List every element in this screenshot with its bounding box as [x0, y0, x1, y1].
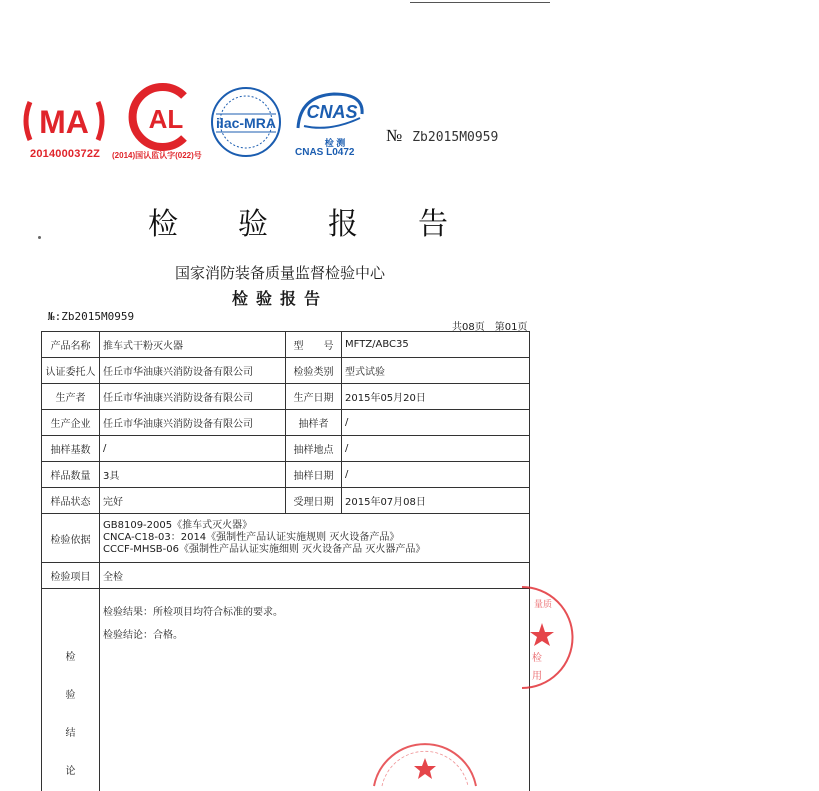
- sampling-date-label: 抽样日期: [286, 462, 342, 488]
- items-label: 检验项目: [42, 563, 100, 589]
- sample-state-value: 完好: [100, 488, 286, 514]
- cnas-text: CNAS: [306, 102, 357, 122]
- cnas-code: CNAS L0472: [295, 147, 354, 158]
- table-row: [42, 384, 530, 410]
- conclusion-label: [42, 589, 100, 791]
- scan-dot: [38, 236, 41, 239]
- sample-qty-label: 样品数量: [42, 462, 100, 488]
- conclusion-text: 检验结论：合格。: [103, 626, 526, 641]
- client-label: 认证委托人: [42, 358, 100, 384]
- producer-label: 生产者: [42, 384, 100, 410]
- basis-line-3: CCCF-MHSB-06《强制性产品认证实施细则 灭火设备产品 灭火器产品》: [103, 544, 526, 556]
- svg-text:用: 用: [532, 670, 542, 682]
- organization-name: 国家消防装备质量监督检验中心: [0, 262, 560, 283]
- number-mark: №: [386, 126, 402, 145]
- ilac-mra-logo: [206, 84, 290, 160]
- page-count: 共08页 第01页: [452, 318, 527, 333]
- cnas-logo: [290, 88, 370, 136]
- basis-line-2: CNCA-C18-03：2014《强制性产品认证实施规则 灭火设备产品》: [103, 532, 526, 544]
- table-row: [42, 462, 530, 488]
- basis-value: [100, 514, 530, 563]
- production-date-label: 生产日期: [286, 384, 342, 410]
- ilac-text: ilac-MRA: [216, 115, 276, 131]
- sampling-base-label: 抽样基数: [42, 436, 100, 462]
- seal-stamp-bottom: [370, 728, 480, 786]
- manufacturer-label: 生产企业: [42, 410, 100, 436]
- table-row: [42, 563, 530, 589]
- model-label: 型 号: [286, 332, 342, 358]
- report-table: [41, 331, 530, 791]
- cnas-sub: 检 测: [300, 136, 370, 149]
- sample-qty-value: 3具: [100, 462, 286, 488]
- product-name-label: 产品名称: [42, 332, 100, 358]
- basis-label: 检验依据: [42, 514, 100, 563]
- cal-text: AL: [149, 104, 184, 134]
- table-row: [42, 332, 530, 358]
- conclusion-char-4: 论: [45, 753, 96, 791]
- header-number: [386, 126, 498, 146]
- product-name-value: 推车式干粉灭火器: [100, 332, 286, 358]
- header-number-value: Zb2015M0959: [412, 130, 498, 145]
- sampling-date-value: /: [342, 462, 530, 488]
- cut-off-title: 检验报告: [148, 207, 508, 223]
- table-row: [42, 514, 530, 563]
- report-title: 检验报告: [0, 286, 560, 309]
- received-date-value: 2015年07月08日: [342, 488, 530, 514]
- table-row: [42, 488, 530, 514]
- sampling-place-label: 抽样地点: [286, 436, 342, 462]
- top-rule: [410, 2, 550, 3]
- basis-line-1: GB8109-2005《推车式灭火器》: [103, 520, 526, 532]
- production-date-value: 2015年05月20日: [342, 384, 530, 410]
- cma-number: 2014000372Z: [30, 148, 100, 160]
- table-row: [42, 410, 530, 436]
- seal-stamp-right: [516, 585, 564, 690]
- client-value: 任丘市华油康兴消防设备有限公司: [100, 358, 286, 384]
- conclusion-char-2: 验: [45, 677, 96, 715]
- report-number: №:Zb2015M0959: [48, 310, 134, 323]
- conclusion-char-1: 检: [45, 639, 96, 677]
- sampler-value: /: [342, 410, 530, 436]
- cma-text: MA: [39, 104, 89, 140]
- sampling-base-value: /: [100, 436, 286, 462]
- cal-number: (2014)国认监认字(022)号: [112, 150, 202, 161]
- sampling-place-value: /: [342, 436, 530, 462]
- received-date-label: 受理日期: [286, 488, 342, 514]
- model-value: MFTZ/ABC35: [342, 332, 530, 358]
- svg-text:量质: 量质: [534, 598, 552, 610]
- inspection-type-label: 检验类别: [286, 358, 342, 384]
- inspection-type-value: 型式试验: [342, 358, 530, 384]
- table-row: [42, 358, 530, 384]
- cma-logo: [20, 96, 108, 146]
- sample-state-label: 样品状态: [42, 488, 100, 514]
- result-text: 检验结果：所检项目均符合标准的要求。: [103, 603, 526, 618]
- conclusion-char-3: 结: [45, 715, 96, 753]
- producer-value: 任丘市华油康兴消防设备有限公司: [100, 384, 286, 410]
- cal-logo: [118, 84, 200, 150]
- table-row: [42, 436, 530, 462]
- manufacturer-value: 任丘市华油康兴消防设备有限公司: [100, 410, 286, 436]
- sampler-label: 抽样者: [286, 410, 342, 436]
- svg-text:检: 检: [532, 651, 542, 664]
- items-value: 全检: [100, 563, 530, 589]
